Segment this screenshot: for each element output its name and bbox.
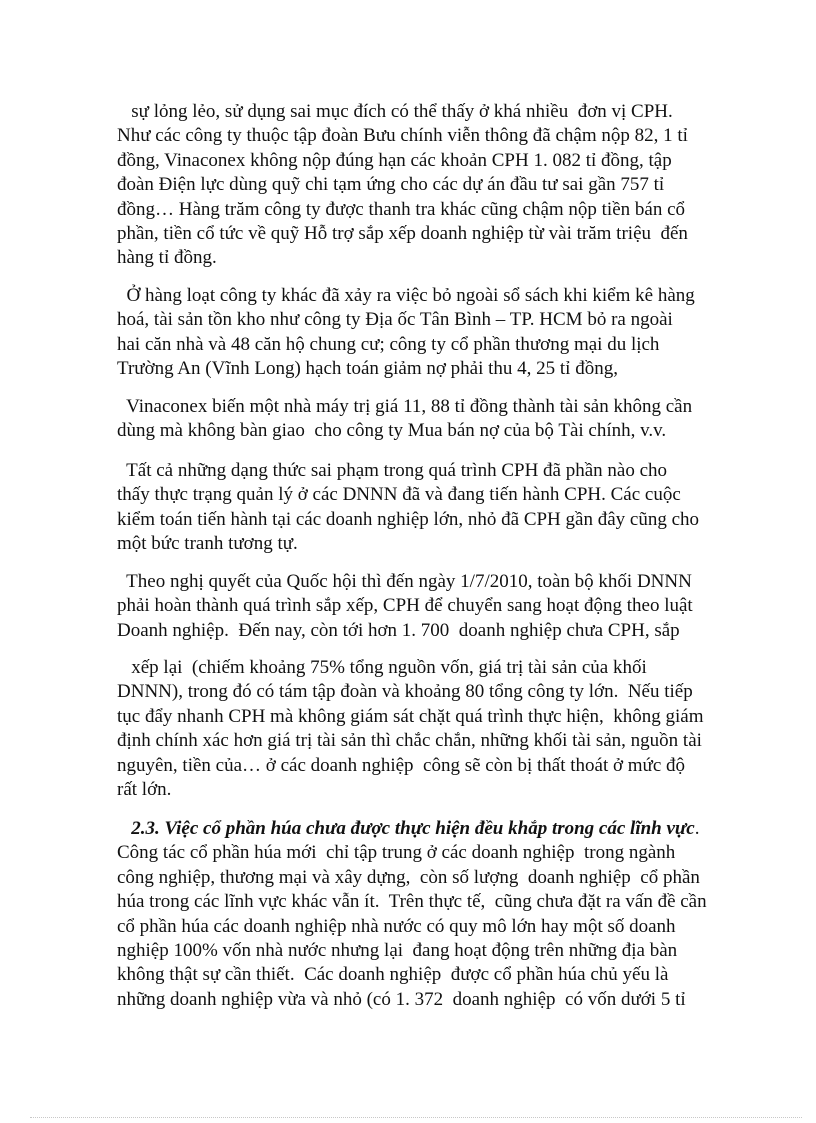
text-line: những doanh nghiệp vừa và nhỏ (có 1. 372 doanh nghiệp có vốn dưới 5 tỉ [117,988,686,1010]
paragraph-7 [117,817,707,1012]
paragraph-2 [117,284,707,382]
text-line: hai căn nhà và 48 căn hộ chung cư; công ty cổ phần thương mại du lịch [117,333,660,355]
text-line: định chính xác hơn giá trị tài sản thì chắc chắn, những khối tài sản, nguồn tài [117,730,702,752]
text-line: Theo nghị quyết của Quốc hội thì đến ngày 1/7/2010, toàn bộ khối DNNN [117,571,692,592]
text-line: sự lỏng lẻo, sử dụng sai mục đích có thể thấy ở khá nhiều đơn vị CPH. [117,101,673,122]
text-line: hàng tỉ đồng. [117,247,217,269]
text-line: kiểm toán tiến hành tại các doanh nghiệp lớn, nhỏ đã CPH gần đây cũng cho [117,508,700,530]
text-line: Vinaconex biến một nhà máy trị giá 11, 88 tỉ đồng thành tài sản không cần [117,396,693,417]
text-line: Công tác cổ phần húa mới chỉ tập trung ở các doanh nghiệp trong ngành [117,842,676,864]
section-heading [117,817,707,841]
text-line: Tất cả những dạng thức sai phạm trong quá trình CPH đã phần nào cho [117,460,668,481]
paragraph-3 [117,395,707,444]
text-line: DNNN), trong đó có tám tập đoàn và khoảng 80 tổng công ty lớn. Nếu tiếp [117,681,693,703]
section-heading-text: 2.3. Việc cổ phần húa chưa được thực hiện đều khắp trong các lĩnh vực [117,818,695,839]
text-line: Trường An (Vĩnh Long) hạch toán giảm nợ phải thu 4, 25 tỉ đồng, [117,358,618,380]
paragraph-4 [117,459,707,557]
paragraph-1 [117,100,707,271]
section-heading-tail: . [694,818,700,839]
text-line: đồng… Hàng trăm công ty được thanh tra khác cũng chậm nộp tiền bán cổ [117,198,686,220]
paragraph-6 [117,656,707,802]
text-line: công nghiệp, thương mại và xây dựng, còn số lượng doanh nghiệp cổ phần [117,866,700,888]
page-bottom-divider [30,1117,802,1118]
text-line: xếp lại (chiếm khoảng 75% tổng nguồn vốn, giá trị tài sản của khối [117,657,647,678]
text-line: húa trong các lĩnh vực khác vẫn ít. Trên thực tế, cũng chưa đặt ra vấn đề cần [117,891,707,913]
text-line: không thật sự cần thiết. Các doanh nghiệp được cổ phần húa chủ yếu là [117,964,669,986]
paragraph-5 [117,570,707,643]
text-line: dùng mà không bàn giao cho công ty Mua bán nợ của bộ Tài chính, v.v. [117,420,667,442]
text-line: nguyên, tiền của… ở các doanh nghiệp công sẽ còn bị thất thoát ở mức độ [117,754,686,776]
text-line: Ở hàng loạt công ty khác đã xảy ra việc bỏ ngoài sổ sách khi kiểm kê hàng [117,285,695,306]
text-line: đồng, Vinaconex không nộp đúng hạn các khoản CPH 1. 082 tỉ đồng, tập [117,149,672,171]
text-line: phần, tiền cổ tức về quỹ Hỗ trợ sắp xếp doanh nghiệp từ vài trăm triệu đến [117,223,688,245]
text-line: tục đẩy nhanh CPH mà không giám sát chặt quá trình thực hiện, không giám [117,705,704,727]
text-line: Doanh nghiệp. Đến nay, còn tới hơn 1. 700 doanh nghiệp chưa CPH, sắp [117,619,680,641]
text-line: đoàn Điện lực dùng quỹ chi tạm ứng cho các dự án đầu tư sai gần 757 tỉ [117,174,665,196]
text-line: một bức tranh tương tự. [117,533,298,555]
text-line: nghiệp 100% vốn nhà nước nhưng lại đang hoạt động trên những địa bàn [117,940,678,962]
text-line: hoá, tài sản tồn kho như công ty Địa ốc Tân Bình – TP. HCM bỏ ra ngoài [117,309,673,331]
text-line: phải hoàn thành quá trình sắp xếp, CPH để chuyển sang hoạt động theo luật [117,595,693,617]
text-line: thấy thực trạng quản lý ở các DNNN đã và đang tiến hành CPH. Các cuộc [117,484,681,506]
text-line: Như các công ty thuộc tập đoàn Bưu chính viễn thông đã chậm nộp 82, 1 tỉ [117,125,688,147]
text-line: rất lớn. [117,779,172,801]
text-line: cổ phần húa các doanh nghiệp nhà nước có quy mô lớn hay một số doanh [117,915,676,937]
